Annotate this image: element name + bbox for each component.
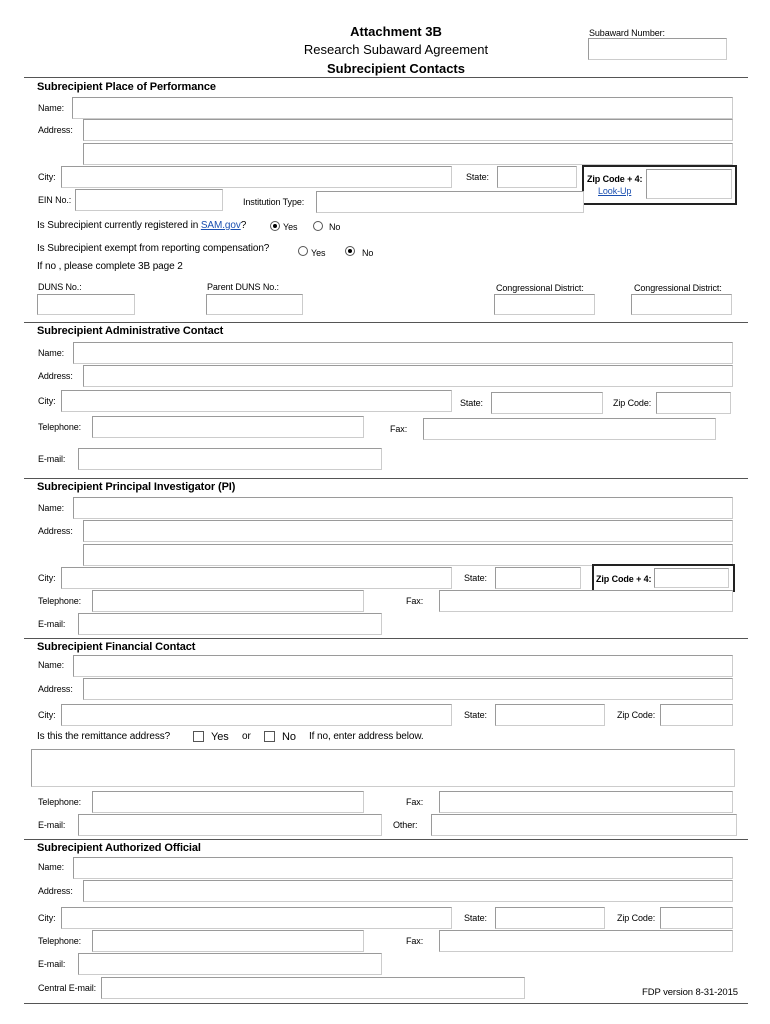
admin-city-input[interactable] [61, 390, 452, 412]
congressional-district-input-1[interactable] [494, 294, 595, 315]
financial-address-input[interactable] [83, 678, 733, 700]
admin-address-label: Address: [38, 371, 73, 381]
if-no-note: If no , please complete 3B page 2 [37, 261, 183, 272]
section-heading-admin: Subrecipient Administrative Contact [37, 325, 224, 337]
financial-zip-input[interactable] [660, 704, 733, 726]
divider [24, 1003, 748, 1004]
pi-state-label: State: [464, 573, 487, 583]
sam-gov-link[interactable]: SAM.gov [200, 220, 241, 231]
pi-zip-label: Zip Code + 4: [596, 574, 652, 584]
admin-zip-input[interactable] [656, 392, 731, 414]
financial-zip-label: Zip Code: [617, 710, 656, 720]
admin-email-label: E-mail: [38, 454, 66, 464]
exempt-yes-radio[interactable] [298, 246, 308, 256]
place-state-input[interactable] [497, 166, 577, 188]
financial-email-label: E-mail: [38, 820, 66, 830]
remittance-question: Is this the remittance address? [37, 731, 171, 742]
pi-city-label: City: [38, 573, 56, 583]
place-ein-label: EIN No.: [38, 195, 72, 205]
institution-type-label: Institution Type: [243, 197, 305, 207]
official-state-input[interactable] [495, 907, 605, 929]
place-name-input[interactable] [72, 97, 733, 119]
financial-email-input[interactable] [78, 814, 382, 836]
remittance-yes-checkbox[interactable] [193, 731, 204, 742]
pi-email-input[interactable] [78, 613, 382, 635]
admin-fax-label: Fax: [390, 424, 408, 434]
financial-address-label: Address: [38, 684, 73, 694]
parent-duns-input[interactable] [206, 294, 303, 315]
divider [24, 322, 748, 323]
pi-name-label: Name: [38, 503, 65, 513]
admin-telephone-label: Telephone: [38, 422, 82, 432]
admin-email-input[interactable] [78, 448, 382, 470]
sam-no-radio[interactable] [313, 221, 323, 231]
place-zip-label: Zip Code + 4: [587, 174, 643, 184]
pi-fax-label: Fax: [406, 596, 424, 606]
pi-address-input[interactable] [83, 520, 733, 542]
remit-to-address-input[interactable] [31, 749, 735, 787]
central-email-label: Central E-mail: [38, 983, 97, 993]
pi-telephone-input[interactable] [92, 590, 364, 612]
financial-other-label: Other: [393, 820, 418, 830]
financial-fax-input[interactable] [439, 791, 733, 813]
admin-name-input[interactable] [73, 342, 733, 364]
exempt-yes-label: Yes [311, 248, 326, 258]
official-address-label: Address: [38, 886, 73, 896]
admin-city-label: City: [38, 396, 56, 406]
official-state-label: State: [464, 913, 487, 923]
section-heading-official: Subrecipient Authorized Official [37, 842, 201, 854]
admin-state-label: State: [460, 398, 483, 408]
financial-name-input[interactable] [73, 655, 733, 677]
admin-state-input[interactable] [491, 392, 603, 414]
exempt-no-radio[interactable] [345, 246, 355, 256]
duns-label: DUNS No.: [38, 282, 82, 292]
official-telephone-label: Telephone: [38, 936, 82, 946]
remittance-no-checkbox[interactable] [264, 731, 275, 742]
official-zip-label: Zip Code: [617, 913, 656, 923]
duns-input[interactable] [37, 294, 135, 315]
official-telephone-input[interactable] [92, 930, 364, 952]
sam-question: Is Subrecipient currently registered in SAM.gov? [37, 220, 247, 231]
pi-city-input[interactable] [61, 567, 452, 589]
zip-lookup-link[interactable]: Look-Up [598, 186, 632, 196]
central-email-input[interactable] [101, 977, 525, 999]
place-ein-input[interactable] [75, 189, 223, 211]
admin-zip-label: Zip Code: [613, 398, 652, 408]
subaward-number-label: Subaward Number: [589, 28, 665, 38]
sam-yes-label: Yes [283, 222, 298, 232]
financial-telephone-input[interactable] [92, 791, 364, 813]
place-address-input[interactable] [83, 119, 733, 141]
divider [24, 839, 748, 840]
official-city-input[interactable] [61, 907, 452, 929]
remittance-or-text: or [242, 731, 251, 742]
official-email-input[interactable] [78, 953, 382, 975]
sam-yes-radio[interactable] [270, 221, 280, 231]
place-city-label: City: [38, 172, 56, 182]
pi-telephone-label: Telephone: [38, 596, 82, 606]
parent-duns-label: Parent DUNS No.: [207, 282, 279, 292]
official-address-input[interactable] [83, 880, 733, 902]
version-footer: FDP version 8-31-2015 [642, 987, 738, 998]
admin-fax-input[interactable] [423, 418, 716, 440]
official-email-label: E-mail: [38, 959, 66, 969]
section-heading-financial: Subrecipient Financial Contact [37, 641, 196, 653]
sam-no-label: No [329, 222, 341, 232]
institution-type-input[interactable] [316, 191, 584, 213]
place-city-input[interactable] [61, 166, 452, 188]
remittance-if-no-note: If no, enter address below. [309, 731, 424, 742]
place-address-label: Address: [38, 125, 73, 135]
official-fax-label: Fax: [406, 936, 424, 946]
divider [24, 638, 748, 639]
financial-fax-label: Fax: [406, 797, 424, 807]
official-fax-input[interactable] [439, 930, 733, 952]
place-address-line2-input[interactable] [83, 143, 733, 165]
congressional-district-label-2: Congressional District: [634, 283, 722, 293]
pi-address-line2-input[interactable] [83, 544, 733, 566]
pi-zip-input[interactable] [654, 568, 729, 588]
divider [24, 77, 748, 78]
form-subtitle-contacts: Subrecipient Contacts [327, 61, 465, 76]
subaward-number-input[interactable] [588, 38, 727, 60]
section-heading-place: Subrecipient Place of Performance [37, 81, 216, 93]
admin-address-input[interactable] [83, 365, 733, 387]
admin-telephone-input[interactable] [92, 416, 364, 438]
admin-name-label: Name: [38, 348, 65, 358]
exempt-no-label: No [362, 248, 374, 258]
congressional-district-label-1: Congressional District: [496, 283, 584, 293]
official-name-input[interactable] [73, 857, 733, 879]
pi-email-label: E-mail: [38, 619, 66, 629]
financial-state-input[interactable] [495, 704, 605, 726]
divider [24, 478, 748, 479]
financial-telephone-label: Telephone: [38, 797, 82, 807]
pi-state-input[interactable] [495, 567, 581, 589]
pi-fax-input[interactable] [439, 590, 733, 612]
pi-address-label: Address: [38, 526, 73, 536]
official-name-label: Name: [38, 862, 65, 872]
form-subtitle: Research Subaward Agreement [303, 42, 489, 57]
remittance-yes-label: Yes [211, 731, 229, 743]
place-zip-input[interactable] [646, 169, 732, 199]
financial-other-input[interactable] [431, 814, 737, 836]
financial-state-label: State: [464, 710, 487, 720]
official-city-label: City: [38, 913, 56, 923]
financial-city-input[interactable] [61, 704, 452, 726]
pi-name-input[interactable] [73, 497, 733, 519]
form-title: Attachment 3B [350, 24, 442, 39]
congressional-district-input-2[interactable] [631, 294, 732, 315]
official-zip-input[interactable] [660, 907, 733, 929]
financial-city-label: City: [38, 710, 56, 720]
remittance-no-label: No [282, 731, 296, 743]
place-name-label: Name: [38, 103, 65, 113]
place-state-label: State: [466, 172, 489, 182]
exempt-question: Is Subrecipient exempt from reporting compensation? [37, 243, 270, 254]
financial-name-label: Name: [38, 660, 65, 670]
section-heading-pi: Subrecipient Principal Investigator (PI) [37, 481, 236, 493]
